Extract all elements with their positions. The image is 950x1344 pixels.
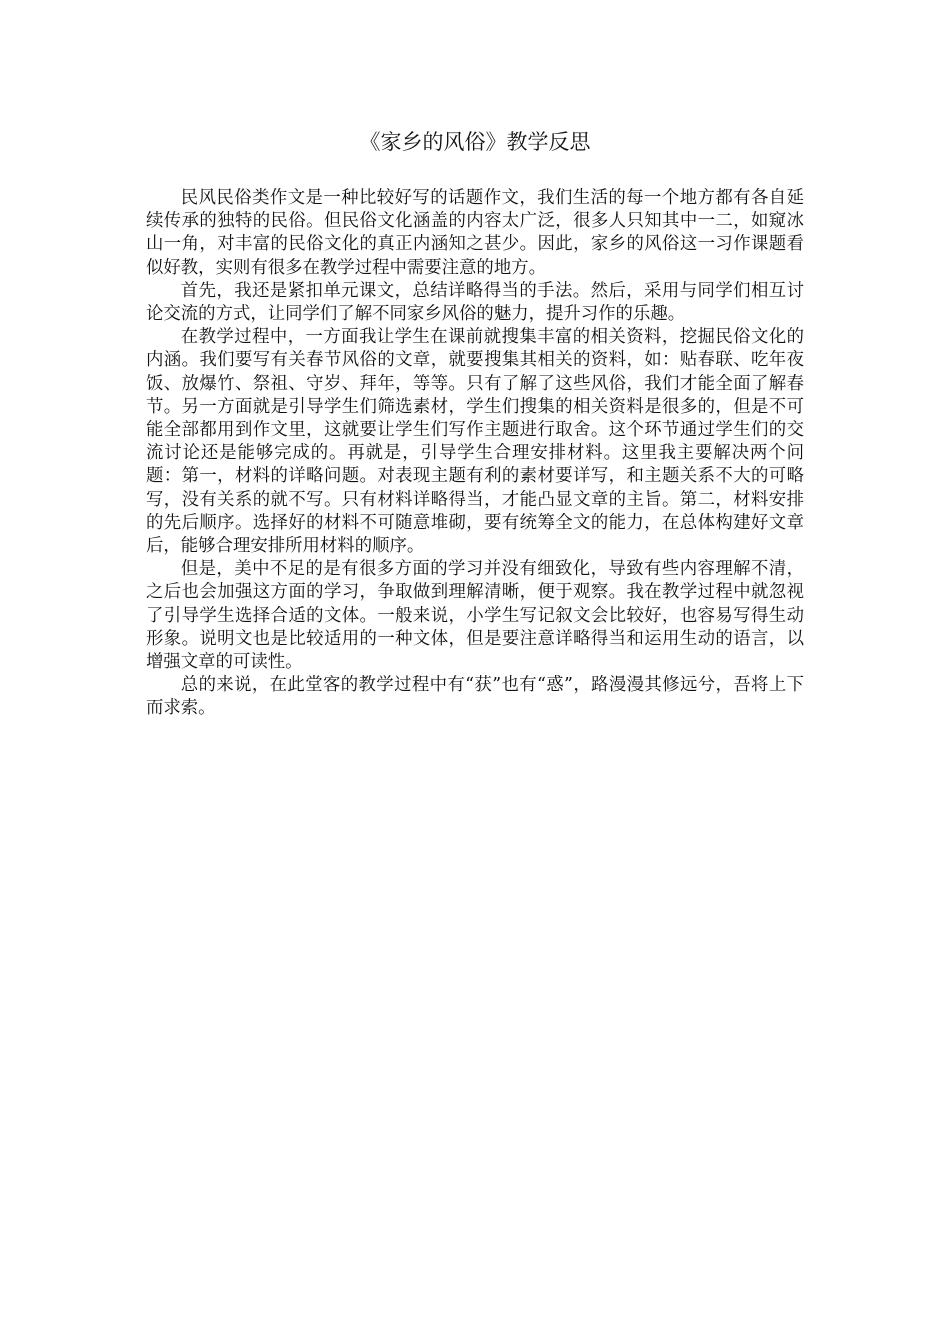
page-title: 《家乡的风俗》教学反思 bbox=[359, 130, 591, 154]
paragraph-first-steps: 首先，我还是紧扣单元课文，总结详略得当的手法。然后，采用与同学们相互讨论交流的方式，让同学们了解不同家乡风俗的魅力，提升习作的乐趣。 bbox=[146, 280, 804, 325]
document-body bbox=[146, 187, 804, 721]
paragraph-teaching-process: 在教学过程中，一方面我让学生在课前就搜集丰富的相关资料，挖掘民俗文化的内涵。我们要写有关春节风俗的文章，就要搜集其相关的资料，如：贴春联、吃年夜饭、放爆竹、祭祖、守岁、拜年，等等。只有了解了这些风俗，我们才能全面了解春节。另一方面就是引导学生们筛选素材，学生们搜集的相关资料是很多的，但是不可能全部都用到作文里，这就要让学生们写作主题进行取舍。这个环节通过学生们的交流讨论还是能够完成的。再就是，引导学生合理安排材料。这里我主要解决两个问题：第一，材料的详略问题。对表现主题有利的素材要详写，和主题关系不大的可略写，没有关系的就不写。只有材料详略得当，才能凸显文章的主旨。第二，材料安排的先后顺序。选择好的材料不可随意堆砌，要有统筹全文的能力，在总体构建好文章后，能够合理安排所用材料的顺序。 bbox=[146, 327, 804, 557]
paragraph-intro: 民风民俗类作文是一种比较好写的话题作文，我们生活的每一个地方都有各自延续传承的独特的民俗。但民俗文化涵盖的内容太广泛，很多人只知其中一二，如窥冰山一角，对丰富的民俗文化的真正内涵知之甚少。因此，家乡的风俗这一习作课题看似好教，实则有很多在教学过程中需要注意的地方。 bbox=[146, 188, 804, 278]
paragraph-conclusion: 总的来说，在此堂客的教学过程中有“获”也有“惑”，路漫漫其修远兮，吾将上下而求索。 bbox=[146, 675, 804, 719]
paragraph-shortcomings: 但是，美中不足的是有很多方面的学习并没有细致化，导致有些内容理解不清，之后也会加强这方面的学习，争取做到理解清晰，便于观察。我在教学过程中就忽视了引导学生选择合适的文体。一般来说，小学生写记叙文会比较好，也容易写得生动形象。说明文也是比较适用的一种文体，但是要注意详略得当和运用生动的语言，以增强文章的可读性。 bbox=[146, 559, 804, 673]
